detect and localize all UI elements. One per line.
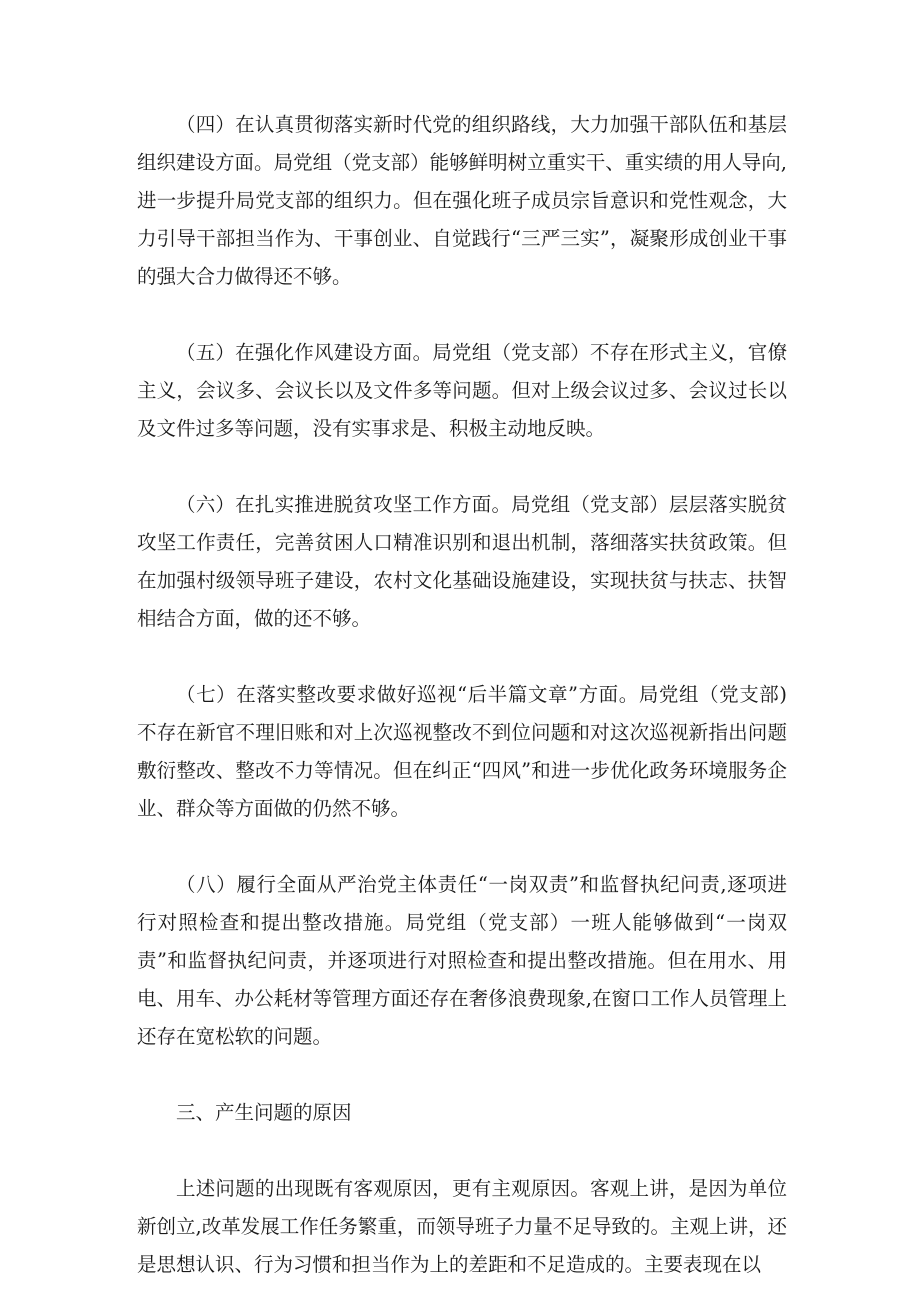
paragraph-eight: （八）履行全面从严治党主体责任“一岗双责”和监督执纪问责,逐项进行对照检查和提出整改措施。局党组（党支部）一班人能够做到“一岗双责”和监督执纪问责，并逐项进行对照检查和提出整改措施。但在用水、用电、用车、办公耗材等管理方面还存在奢侈浪费现象,在窗口工作人员管理上还存在宽松软的问题。 [137, 873, 787, 1048]
closing-paragraph: 上述问题的出现既有客观原因，更有主观原因。客观上讲，是因为单位新创立,改革发展工作任务繁重，而领导班子力量不足导致的。主观上讲，还是思想认识、行为习惯和担当作为上的差距和不足造成的。主要表现在以 [137, 1177, 787, 1276]
paragraph-six: （六）在扎实推进脱贫攻坚工作方面。局党组（党支部）层层落实脱贫攻坚工作责任，完善贫困人口精准识别和退出机制，落细落实扶贫政策。但在加强村级领导班子建设，农村文化基础设施建设，实现扶贫与扶志、扶智相结合方面，做的还不够。 [137, 493, 787, 630]
section-heading: 三、产生问题的原因 [176, 1101, 352, 1124]
document-body [137, 106, 787, 1284]
paragraph-four: （四）在认真贯彻落实新时代党的组织路线，大力加强干部队伍和基层组织建设方面。局党组（党支部）能够鲜明树立重实干、重实绩的用人导向,进一步提升局党支部的组织力。但在强化班子成员宗旨意识和党性观念，大力引导干部担当作为、干事创业、自觉践行“三严三实”，凝聚形成创业干事的强大合力做得还不够。 [137, 113, 787, 288]
paragraph-five: （五）在强化作风建设方面。局党组（党支部）不存在形式主义，官僚主义，会议多、会议长以及文件多等问题。但对上级会议过多、会议过长以及文件过多等问题，没有实事求是、积极主动地反映。 [137, 341, 787, 440]
paragraph-seven: （七）在落实整改要求做好巡视“后半篇文章”方面。局党组（党支部)不存在新官不理旧账和对上次巡视整改不到位问题和对这次巡视新指出问题敷衍整改、整改不力等情况。但在纠正“四风”和进一步优化政务环境服务企业、群众等方面做的仍然不够。 [137, 683, 787, 820]
